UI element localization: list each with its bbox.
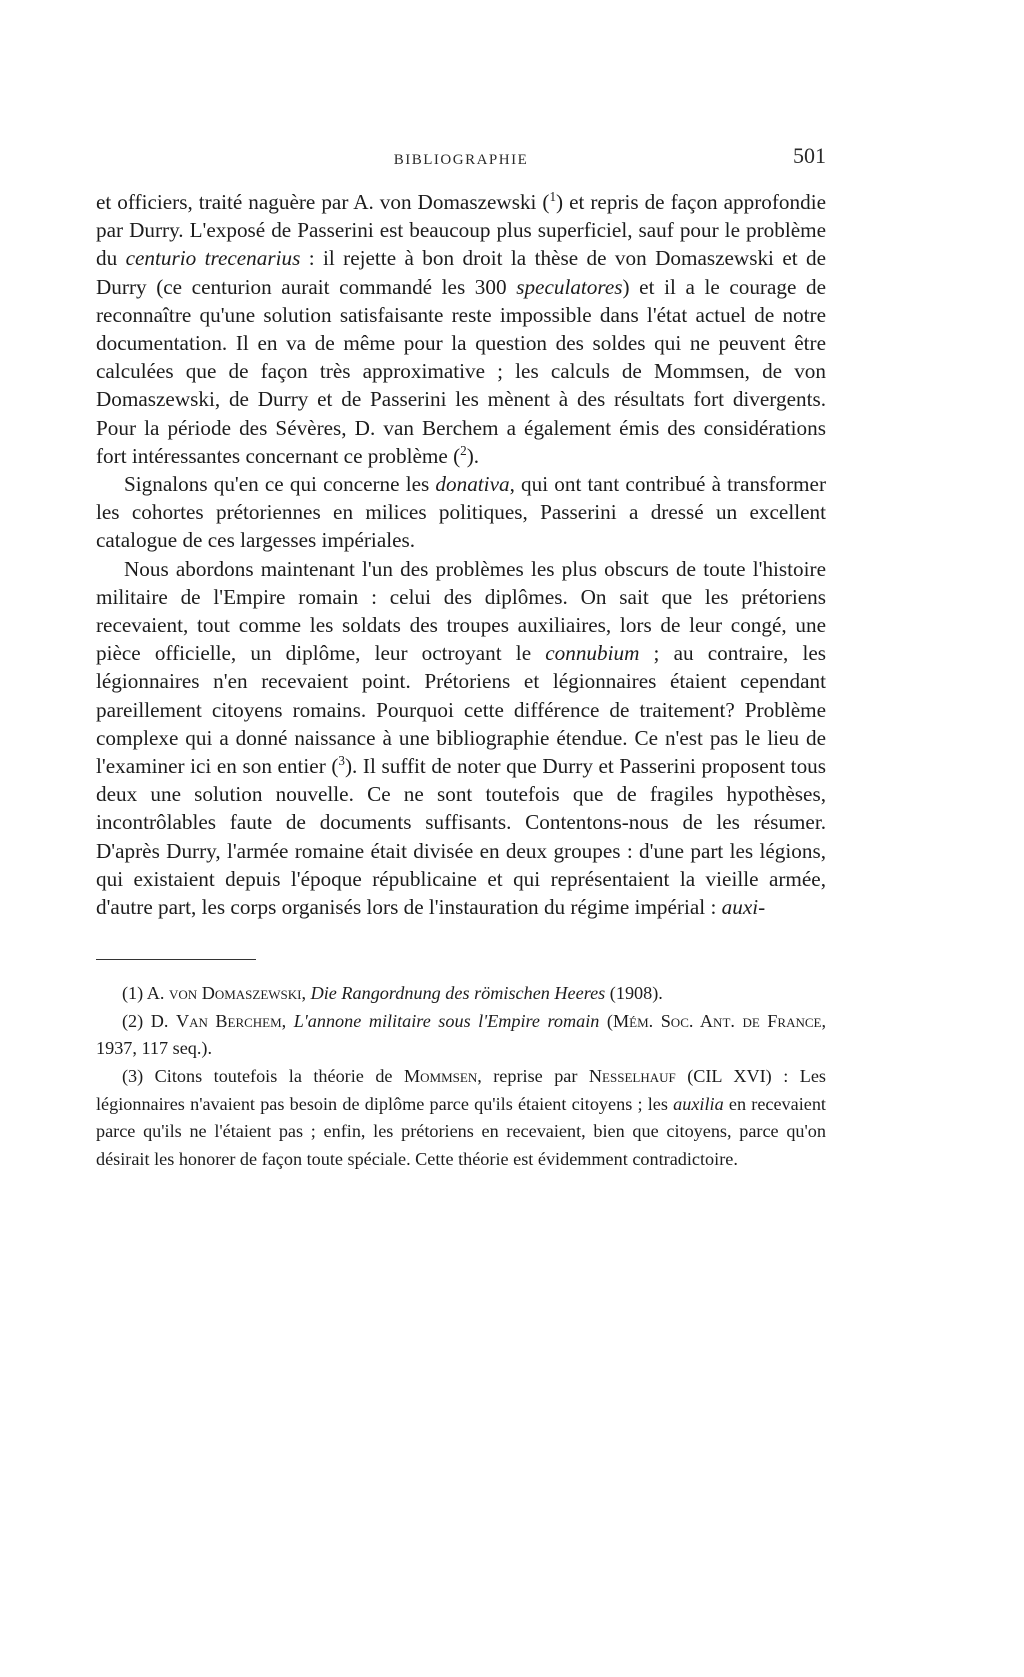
footnote-2 <box>96 1008 826 1063</box>
footnotes <box>96 980 826 1173</box>
italic-text: Die Rangordnung des römischen Heeres <box>310 983 606 1004</box>
text-run: Signalons qu'en ce qui concerne les <box>124 472 436 497</box>
text-run: , reprise par <box>477 1066 589 1087</box>
small-caps-text: Mommsen <box>403 1066 478 1087</box>
italic-text: connubium <box>545 641 640 666</box>
page <box>96 140 826 1173</box>
italic-text: auxi- <box>721 895 766 920</box>
text-run: ; au contraire, les légionnaires n'en recevaient point. Prétoriens et légionnaires étaient cependant pareillement citoyens romains. Pourquoi cette différence de traitement? Problème complexe qui a donné naissance à une bibliographie étendue. Ce n'est pas le lieu de l'examiner ici en son entier ( <box>96 641 826 779</box>
italic-text: centurio trecenarius <box>125 246 301 271</box>
text-run: (2) D. <box>122 1010 176 1031</box>
text-run: (1908). <box>605 983 663 1004</box>
text-run: et officiers, traité naguère par A. von Domaszewski ( <box>96 190 550 214</box>
footnote-1 <box>96 980 826 1008</box>
italic-text: donativa <box>435 472 510 497</box>
text-run: Nous abordons maintenant l'un des problèmes les plus obscurs de toute l'histoire militaire de l'Empire romain : celui des diplômes. On sait que les prétoriens recevaient, tout comme les soldats des troupes auxiliaires, lors de leur congé, une pièce officielle, un diplôme, leur octroyant le <box>96 556 826 666</box>
small-caps-text: Van Berchem <box>175 1010 282 1031</box>
text-run: (1) A. <box>122 983 169 1004</box>
footnote-rule <box>96 959 256 960</box>
text-run: ) et il a le courage de reconnaître qu'une solution satisfaisante reste impossible dans l'état actuel de notre documentation. Il en va de même pour la question des soldes qui ne peuvent être calculées que de façon très approximative ; les calculs de Mommsen, de von Domaszewski, de Durry et de Passerini les mènent à des résultats fort divergents. Pour la période des Sévères, D. van Berchem a également émis des considérations fort intéressantes concernant ce problème ( <box>96 274 826 468</box>
italic-text: L'annone militaire sous l'Empire romain <box>293 1010 600 1031</box>
paragraph-3 <box>96 555 826 922</box>
text-run: (3) Citons toutefois la théorie de <box>122 1066 404 1087</box>
text-run: , <box>301 983 311 1004</box>
italic-text: speculatores <box>516 274 623 299</box>
text-run: : il rejette à bon droit la thèse de von Domaszewski et de Durry (ce centurion aurait commandé les 300 <box>96 246 827 299</box>
text-run: , qui ont tant contribué à transformer les cohortes prétoriennes en milices politiques, Passerini a dressé un excellent catalogue de ces largesses impériales. <box>96 472 826 553</box>
italic-text: auxilia <box>673 1093 724 1114</box>
small-caps-text: Nesselhauf <box>588 1066 676 1087</box>
text-run: en recevaient parce qu'ils ne l'étaient pas ; enfin, les prétoriens en recevaient, bien que citoyens, parce qu'on désirait les honorer de façon toute spéciale. Cette théorie est évidemment contradictoire. <box>96 1093 826 1169</box>
page-number: 501 <box>793 143 826 168</box>
footnote-ref: 1 <box>549 188 557 204</box>
running-title: BIBLIOGRAPHIE <box>393 152 529 168</box>
paragraph-1 <box>96 188 826 470</box>
small-caps-text: Mém. Soc. Ant. de France <box>612 1010 822 1031</box>
text-run: ( <box>599 1010 613 1031</box>
footnote-ref: 2 <box>460 442 467 458</box>
running-header <box>96 140 826 180</box>
text-run: ) et repris de façon approfondie par Durry. L'exposé de Passerini est beaucoup plus superficiel, sauf pour le problème du <box>96 190 826 271</box>
footnote-3 <box>96 1063 826 1173</box>
text-run: ). <box>466 443 480 468</box>
body-text <box>96 188 826 921</box>
text-run: , 1937, 117 seq.). <box>96 1010 827 1059</box>
paragraph-2 <box>96 470 826 555</box>
text-run: , <box>281 1010 294 1031</box>
text-run: (CIL XVI) : Les légionnaires n'avaient pas besoin de diplôme parce qu'ils étaient citoyens ; les <box>96 1066 826 1114</box>
footnote-ref: 3 <box>338 753 345 768</box>
text-run: ). Il suffit de noter que Durry et Passerini proposent tous deux une solution nouvelle. Ce ne sont toutefois que de fragiles hypothèses, incontrôlables faute de documents suffisants. Contentons-nous de les résumer. D'après Durry, l'armée romaine était divisée en deux groupes : d'une part les légions, qui existaient depuis l'époque républicaine et qui représentaient la vieille armée, d'autre part, les corps organisés lors de l'instauration du régime impérial : <box>96 754 826 920</box>
small-caps-text: von Domaszewski <box>168 983 302 1004</box>
